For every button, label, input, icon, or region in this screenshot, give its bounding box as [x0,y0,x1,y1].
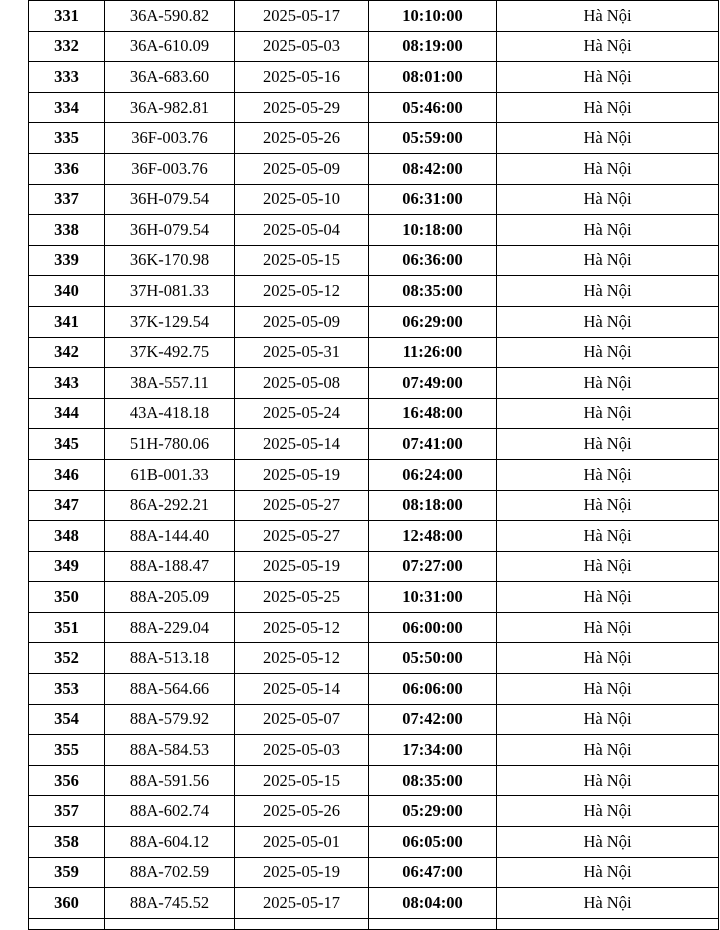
table-row [29,123,719,154]
cell-location: Hà Nội [497,184,719,215]
cell-date: 2025-05-17 [235,1,369,32]
cell-index: 337 [29,184,105,215]
table-row [29,92,719,123]
cell-time: 10:10:00 [369,1,497,32]
cell-date: 2025-05-12 [235,643,369,674]
cell-time: 07:27:00 [369,551,497,582]
cell-index: 358 [29,827,105,858]
violation-records-table [28,0,719,930]
cell-time: 05:29:00 [369,796,497,827]
cell-location: Hà Nội [497,521,719,552]
cell-index: 345 [29,429,105,460]
cell-location: Hà Nội [497,276,719,307]
cell-time: 10:18:00 [369,215,497,246]
cell-plate-number: 88A-745.52 [105,888,235,919]
table-row [29,582,719,613]
cell-location: Hà Nội [497,704,719,735]
cell-index: 341 [29,306,105,337]
cell-time: 12:48:00 [369,521,497,552]
cell-location: Hà Nội [497,123,719,154]
cell-plate-number: 37H-081.33 [105,276,235,307]
table-row [29,888,719,919]
cell-time: 08:04:00 [369,888,497,919]
cell-date: 2025-05-26 [235,796,369,827]
cell-clipped [105,918,235,929]
table-row [29,857,719,888]
table-row [29,827,719,858]
table-row [29,429,719,460]
table-row [29,368,719,399]
cell-index: 360 [29,888,105,919]
cell-date: 2025-05-26 [235,123,369,154]
cell-date: 2025-05-09 [235,306,369,337]
cell-time: 08:18:00 [369,490,497,521]
table-row [29,918,719,929]
cell-plate-number: 36A-590.82 [105,1,235,32]
cell-plate-number: 88A-702.59 [105,857,235,888]
cell-location: Hà Nội [497,153,719,184]
cell-date: 2025-05-03 [235,735,369,766]
cell-date: 2025-05-12 [235,276,369,307]
table-row [29,735,719,766]
cell-plate-number: 88A-188.47 [105,551,235,582]
table-row [29,245,719,276]
cell-date: 2025-05-04 [235,215,369,246]
cell-time: 06:31:00 [369,184,497,215]
cell-time: 07:49:00 [369,368,497,399]
cell-plate-number: 88A-604.12 [105,827,235,858]
cell-location: Hà Nội [497,368,719,399]
cell-location: Hà Nội [497,398,719,429]
cell-plate-number: 36H-079.54 [105,184,235,215]
cell-date: 2025-05-29 [235,92,369,123]
cell-plate-number: 88A-602.74 [105,796,235,827]
cell-plate-number: 37K-129.54 [105,306,235,337]
cell-index: 332 [29,31,105,62]
cell-location: Hà Nội [497,612,719,643]
table-row [29,490,719,521]
cell-time: 08:19:00 [369,31,497,62]
table-row [29,643,719,674]
cell-time: 16:48:00 [369,398,497,429]
table-row [29,184,719,215]
cell-index: 354 [29,704,105,735]
cell-time: 17:34:00 [369,735,497,766]
cell-plate-number: 36F-003.76 [105,153,235,184]
cell-index: 353 [29,674,105,705]
cell-plate-number: 88A-144.40 [105,521,235,552]
cell-index: 355 [29,735,105,766]
cell-index: 342 [29,337,105,368]
cell-index: 357 [29,796,105,827]
cell-plate-number: 37K-492.75 [105,337,235,368]
cell-index: 335 [29,123,105,154]
table-row [29,551,719,582]
cell-index: 350 [29,582,105,613]
cell-date: 2025-05-19 [235,459,369,490]
cell-plate-number: 88A-513.18 [105,643,235,674]
cell-plate-number: 88A-591.56 [105,765,235,796]
cell-plate-number: 88A-229.04 [105,612,235,643]
cell-plate-number: 88A-205.09 [105,582,235,613]
cell-date: 2025-05-07 [235,704,369,735]
cell-plate-number: 36A-982.81 [105,92,235,123]
cell-date: 2025-05-03 [235,31,369,62]
cell-date: 2025-05-27 [235,521,369,552]
table-row [29,153,719,184]
cell-date: 2025-05-17 [235,888,369,919]
table-row [29,459,719,490]
cell-plate-number: 86A-292.21 [105,490,235,521]
cell-location: Hà Nội [497,215,719,246]
table-row [29,337,719,368]
cell-time: 05:50:00 [369,643,497,674]
cell-index: 348 [29,521,105,552]
cell-time: 06:47:00 [369,857,497,888]
cell-date: 2025-05-15 [235,245,369,276]
cell-date: 2025-05-12 [235,612,369,643]
table-body [29,1,719,930]
cell-date: 2025-05-15 [235,765,369,796]
cell-index: 340 [29,276,105,307]
table-row [29,62,719,93]
cell-index: 343 [29,368,105,399]
cell-location: Hà Nội [497,674,719,705]
cell-location: Hà Nội [497,31,719,62]
cell-plate-number: 61B-001.33 [105,459,235,490]
cell-date: 2025-05-27 [235,490,369,521]
cell-plate-number: 88A-564.66 [105,674,235,705]
table-row [29,521,719,552]
table-row [29,306,719,337]
cell-plate-number: 88A-584.53 [105,735,235,766]
cell-location: Hà Nội [497,857,719,888]
cell-date: 2025-05-08 [235,368,369,399]
cell-index: 347 [29,490,105,521]
cell-location: Hà Nội [497,796,719,827]
cell-index: 351 [29,612,105,643]
cell-time: 08:42:00 [369,153,497,184]
cell-location: Hà Nội [497,459,719,490]
cell-date: 2025-05-16 [235,62,369,93]
cell-location: Hà Nội [497,888,719,919]
cell-location: Hà Nội [497,1,719,32]
cell-clipped [497,918,719,929]
table-row [29,276,719,307]
table-row [29,1,719,32]
table-row [29,31,719,62]
cell-date: 2025-05-01 [235,827,369,858]
cell-time: 06:24:00 [369,459,497,490]
cell-location: Hà Nội [497,765,719,796]
cell-index: 349 [29,551,105,582]
cell-date: 2025-05-24 [235,398,369,429]
cell-time: 08:01:00 [369,62,497,93]
table-row [29,215,719,246]
cell-location: Hà Nội [497,337,719,368]
cell-date: 2025-05-19 [235,551,369,582]
cell-plate-number: 36F-003.76 [105,123,235,154]
cell-plate-number: 43A-418.18 [105,398,235,429]
cell-index: 334 [29,92,105,123]
cell-date: 2025-05-10 [235,184,369,215]
cell-time: 08:35:00 [369,276,497,307]
cell-index: 346 [29,459,105,490]
cell-index: 336 [29,153,105,184]
cell-time: 08:35:00 [369,765,497,796]
cell-clipped [369,918,497,929]
cell-location: Hà Nội [497,490,719,521]
cell-index: 359 [29,857,105,888]
cell-index: 331 [29,1,105,32]
cell-location: Hà Nội [497,429,719,460]
cell-time: 11:26:00 [369,337,497,368]
cell-plate-number: 36H-079.54 [105,215,235,246]
cell-time: 06:00:00 [369,612,497,643]
cell-time: 05:46:00 [369,92,497,123]
cell-date: 2025-05-14 [235,674,369,705]
cell-location: Hà Nội [497,735,719,766]
cell-location: Hà Nội [497,551,719,582]
cell-time: 06:36:00 [369,245,497,276]
cell-index: 333 [29,62,105,93]
cell-location: Hà Nội [497,245,719,276]
cell-location: Hà Nội [497,306,719,337]
table-row [29,765,719,796]
cell-time: 05:59:00 [369,123,497,154]
cell-time: 06:29:00 [369,306,497,337]
cell-date: 2025-05-19 [235,857,369,888]
cell-plate-number: 38A-557.11 [105,368,235,399]
cell-date: 2025-05-09 [235,153,369,184]
cell-location: Hà Nội [497,62,719,93]
cell-clipped [29,918,105,929]
table-row [29,704,719,735]
cell-plate-number: 36K-170.98 [105,245,235,276]
cell-location: Hà Nội [497,92,719,123]
cell-plate-number: 36A-683.60 [105,62,235,93]
cell-date: 2025-05-25 [235,582,369,613]
cell-location: Hà Nội [497,582,719,613]
cell-index: 356 [29,765,105,796]
cell-time: 07:41:00 [369,429,497,460]
cell-time: 06:05:00 [369,827,497,858]
table-row [29,796,719,827]
cell-clipped [235,918,369,929]
table-row [29,674,719,705]
cell-date: 2025-05-14 [235,429,369,460]
table-row [29,398,719,429]
cell-plate-number: 88A-579.92 [105,704,235,735]
cell-index: 344 [29,398,105,429]
cell-time: 07:42:00 [369,704,497,735]
cell-index: 338 [29,215,105,246]
table-row [29,612,719,643]
cell-location: Hà Nội [497,827,719,858]
cell-time: 06:06:00 [369,674,497,705]
cell-location: Hà Nội [497,643,719,674]
cell-plate-number: 36A-610.09 [105,31,235,62]
cell-time: 10:31:00 [369,582,497,613]
cell-index: 339 [29,245,105,276]
cell-index: 352 [29,643,105,674]
cell-plate-number: 51H-780.06 [105,429,235,460]
cell-date: 2025-05-31 [235,337,369,368]
